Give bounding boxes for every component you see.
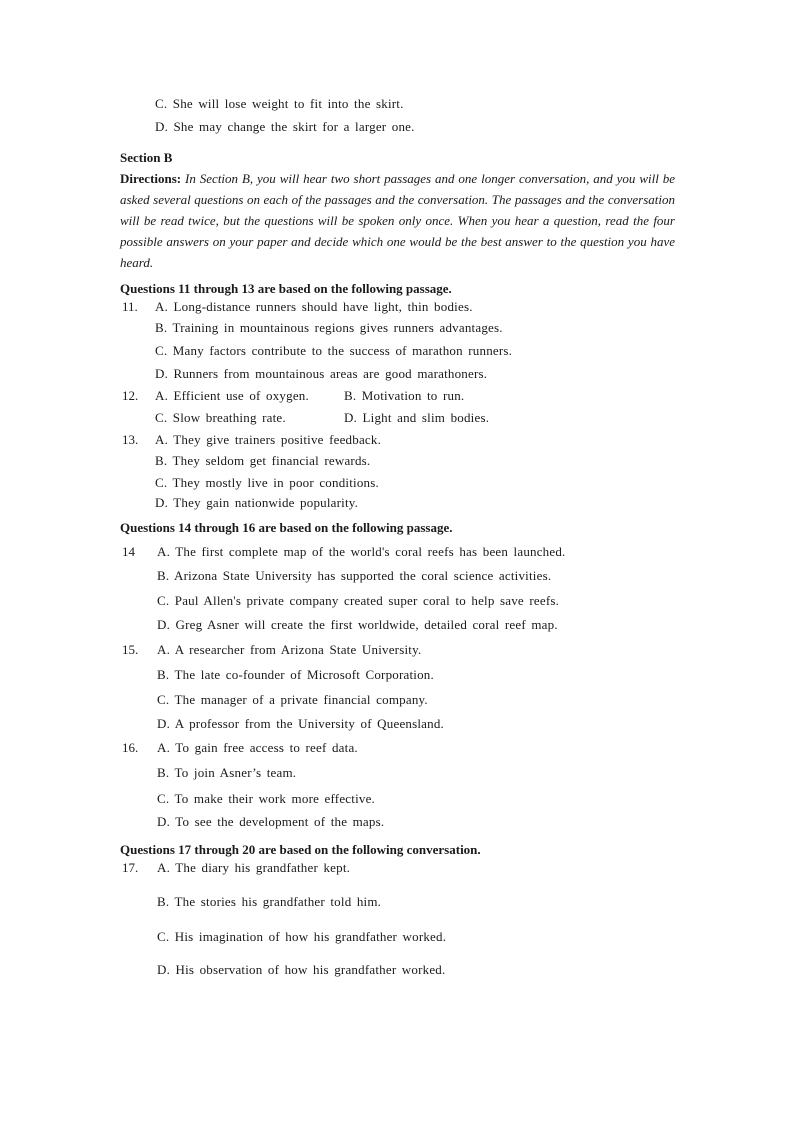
option-b: B. Training in mountainous regions gives runners advantages. <box>155 320 503 335</box>
option-a: A. Efficient use of oxygen. <box>155 388 309 403</box>
option-a: A. Long-distance runners should have light, thin bodies. <box>155 299 473 314</box>
option-d: D. They gain nationwide popularity. <box>155 495 359 510</box>
group-header: Questions 11 through 13 are based on the following passage. <box>120 281 452 296</box>
option-b: B. They seldom get financial rewards. <box>155 453 371 468</box>
option-c: C. Many factors contribute to the success of marathon runners. <box>155 343 513 358</box>
option-c: C. The manager of a private financial company. <box>157 692 428 707</box>
question-number: 11. <box>122 299 138 314</box>
option-c: C. To make their work more effective. <box>157 791 375 806</box>
directions <box>120 168 675 273</box>
question-number: 13. <box>122 432 139 447</box>
directions-text: In Section B, you will hear two short passages and one longer conversation, and you will be asked several questions on each of the passages and the conversation. The passages and the conversation will be read twice, but the questions will be spoken only once. When you hear a question, read the four possible answers on your paper and decide which one would be the best answer to the question you have heard. <box>120 171 675 270</box>
option-a: A. The diary his grandfather kept. <box>157 860 351 875</box>
option-b: B. Motivation to run. <box>344 388 465 403</box>
question-number: 15. <box>122 642 139 657</box>
option-d: D. To see the development of the maps. <box>157 814 385 829</box>
question-number: 17. <box>122 860 139 875</box>
option-a: A. The first complete map of the world's coral reefs has been launched. <box>157 544 566 559</box>
option-d: D. Greg Asner will create the first worldwide, detailed coral reef map. <box>157 617 558 632</box>
option-c: C. She will lose weight to fit into the skirt. <box>155 96 404 111</box>
option-c: C. Paul Allen's private company created super coral to help save reefs. <box>157 593 560 608</box>
option-d: D. She may change the skirt for a larger one. <box>155 119 415 134</box>
option-b: B. Arizona State University has supported the coral science activities. <box>157 568 552 583</box>
option-a: A. A researcher from Arizona State University. <box>157 642 422 657</box>
directions-label: Directions: <box>120 171 182 186</box>
option-c: C. Slow breathing rate. <box>155 410 286 425</box>
option-d: D. Light and slim bodies. <box>344 410 490 425</box>
option-a: A. To gain free access to reef data. <box>157 740 358 755</box>
option-b: B. The stories his grandfather told him. <box>157 894 382 909</box>
option-c: C. His imagination of how his grandfather worked. <box>157 929 447 944</box>
option-d: D. His observation of how his grandfather worked. <box>157 962 446 977</box>
question-number: 14 <box>122 544 135 559</box>
group-header: Questions 17 through 20 are based on the following conversation. <box>120 842 481 857</box>
option-d: D. A professor from the University of Queensland. <box>157 716 444 731</box>
option-b: B. The late co-founder of Microsoft Corporation. <box>157 667 434 682</box>
option-b: B. To join Asner’s team. <box>157 765 297 780</box>
question-number: 16. <box>122 740 139 755</box>
option-a: A. They give trainers positive feedback. <box>155 432 382 447</box>
option-c: C. They mostly live in poor conditions. <box>155 475 379 490</box>
question-number: 12. <box>122 388 139 403</box>
section-title: Section B <box>120 150 173 165</box>
group-header: Questions 14 through 16 are based on the following passage. <box>120 520 453 535</box>
option-d: D. Runners from mountainous areas are good marathoners. <box>155 366 488 381</box>
